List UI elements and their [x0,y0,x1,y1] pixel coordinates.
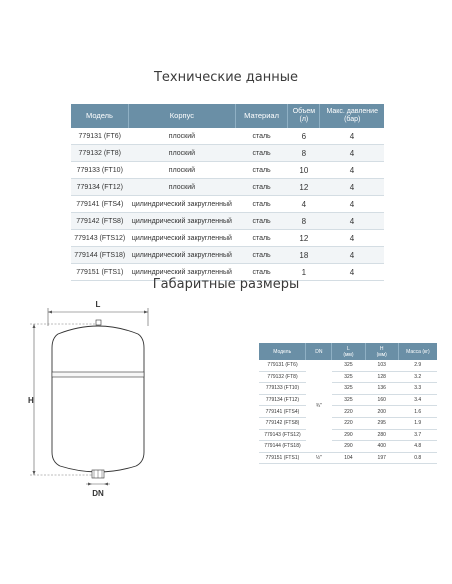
cell-material: сталь [235,145,288,162]
dim-cell-model: 779143 (FTS12) [259,429,306,441]
dim-cell-l: 325 [332,371,365,383]
cell-body: цилиндрический закругленный [129,196,236,213]
dimensions-table [259,343,437,464]
table-row [259,417,437,429]
tech-data-table [71,104,384,281]
table-row [259,383,437,395]
dim-cell-mass: 1.6 [398,406,437,418]
table-row [259,441,437,453]
cell-material: сталь [235,179,288,196]
cell-material: сталь [235,264,288,281]
dim-header-dn: DN [306,343,332,360]
dim-cell-mass: 3.7 [398,429,437,441]
dn-arrow-right [104,483,108,486]
dim-header-h: H (мм) [365,343,398,360]
cell-pressure: 4 [320,145,384,162]
dim-cell-mass: 3.2 [398,371,437,383]
cell-material: сталь [235,213,288,230]
l-arrow-right [144,311,148,314]
dim-cell-model: 779151 (FTS1) [259,452,306,464]
dim-cell-mass: 3.3 [398,383,437,395]
cell-model: 779132 (FT8) [71,145,129,162]
l-arrow-left [48,311,52,314]
dim-cell-l: 325 [332,360,365,371]
cell-body: цилиндрический закругленный [129,230,236,247]
cell-volume: 8 [288,213,320,230]
dim-cell-h: 295 [365,417,398,429]
dim-cell-model: 779133 (FT10) [259,383,306,395]
dim-cell-h: 103 [365,360,398,371]
h-arrow-bottom [33,471,36,475]
table-row [71,162,384,179]
dim-cell-model: 779131 (FT6) [259,360,306,371]
cell-model: 779141 (FTS4) [71,196,129,213]
dim-cell-mass: 4.8 [398,441,437,453]
cell-material: сталь [235,230,288,247]
dim-cell-l: 104 [332,452,365,464]
top-valve [96,320,101,325]
table-row [71,196,384,213]
table-row [259,371,437,383]
dim-cell-mass: 3.4 [398,394,437,406]
table-row [259,394,437,406]
dim-cell-l: 220 [332,406,365,418]
tech-data-title: Технические данные [153,70,299,85]
dim-cell-h: 400 [365,441,398,453]
dim-cell-l: 325 [332,383,365,395]
tank-band [52,372,144,377]
cell-volume: 12 [288,230,320,247]
cell-body: плоский [129,162,236,179]
cell-model: 779143 (FTS12) [71,230,129,247]
cell-volume: 1 [288,264,320,281]
dim-cell-l: 220 [332,417,365,429]
cell-volume: 12 [288,179,320,196]
cell-pressure: 4 [320,179,384,196]
dimensions-title: Габаритные размеры [152,277,300,292]
cell-model: 779144 (FTS18) [71,247,129,264]
cell-body: плоский [129,128,236,145]
header-pressure: Макс. давление (бар) [320,104,384,128]
header-volume: Объем (л) [288,104,320,128]
cell-pressure: 4 [320,230,384,247]
cell-volume: 18 [288,247,320,264]
table-row [259,429,437,441]
dim-cell-model: 779144 (FTS18) [259,441,306,453]
cell-model: 779134 (FT12) [71,179,129,196]
cell-model: 779131 (FT6) [71,128,129,145]
table-row [71,213,384,230]
table-row [259,406,437,418]
dim-header-model: Модель [259,343,306,360]
dim-cell-h: 136 [365,383,398,395]
cell-material: сталь [235,247,288,264]
cell-body: цилиндрический закругленный [129,247,236,264]
table-row [71,247,384,264]
tank-drawing [28,292,168,502]
label-l: L [95,300,101,309]
dim-cell-l: 290 [332,429,365,441]
table-row [71,230,384,247]
header-material: Материал [235,104,288,128]
cell-volume: 4 [288,196,320,213]
header-model: Модель [71,104,129,128]
dim-header-mass: Масса (кг) [398,343,437,360]
cell-pressure: 4 [320,247,384,264]
dim-cell-h: 160 [365,394,398,406]
cell-model: 779142 (FTS8) [71,213,129,230]
dim-cell-l: 290 [332,441,365,453]
cell-volume: 8 [288,145,320,162]
dim-cell-mass: 0.8 [398,452,437,464]
cell-body: плоский [129,179,236,196]
table-header-row [71,104,384,128]
cell-model: 779151 (FTS1) [71,264,129,281]
dim-cell-mass: 1.9 [398,417,437,429]
cell-material: сталь [235,128,288,145]
h-arrow-top [33,324,36,328]
cell-volume: 10 [288,162,320,179]
cell-body: плоский [129,145,236,162]
dim-cell-l: 325 [332,394,365,406]
label-h: H [28,396,34,405]
dim-cell-h: 197 [365,452,398,464]
cell-volume: 6 [288,128,320,145]
dim-cell-h: 280 [365,429,398,441]
header-body: Корпус [129,104,236,128]
dim-cell-h: 200 [365,406,398,418]
tank-body [52,326,144,472]
cell-pressure: 4 [320,213,384,230]
dim-cell-model: 779141 (FTS4) [259,406,306,418]
table-row [259,452,437,464]
cell-material: сталь [235,162,288,179]
table-row [71,128,384,145]
table-row [71,179,384,196]
dim-cell-dn: ½" [306,452,332,464]
cell-pressure: 4 [320,264,384,281]
dn-arrow-left [88,483,92,486]
dim-cell-dn-group: ¾" [306,360,332,452]
dim-header-l: L (мм) [332,343,365,360]
dim-cell-model: 779134 (FT12) [259,394,306,406]
cell-pressure: 4 [320,196,384,213]
cell-body: цилиндрический закругленный [129,213,236,230]
cell-material: сталь [235,196,288,213]
dim-cell-model: 779142 (FTS8) [259,417,306,429]
cell-model: 779133 (FT10) [71,162,129,179]
table-row [259,360,437,371]
cell-pressure: 4 [320,128,384,145]
cell-body: цилиндрический закругленный [129,264,236,281]
label-dn: DN [92,489,104,498]
table-header-row [259,343,437,360]
dim-cell-model: 779132 (FT8) [259,371,306,383]
dim-cell-mass: 2.9 [398,360,437,371]
cell-pressure: 4 [320,162,384,179]
dim-cell-h: 128 [365,371,398,383]
table-row [71,145,384,162]
